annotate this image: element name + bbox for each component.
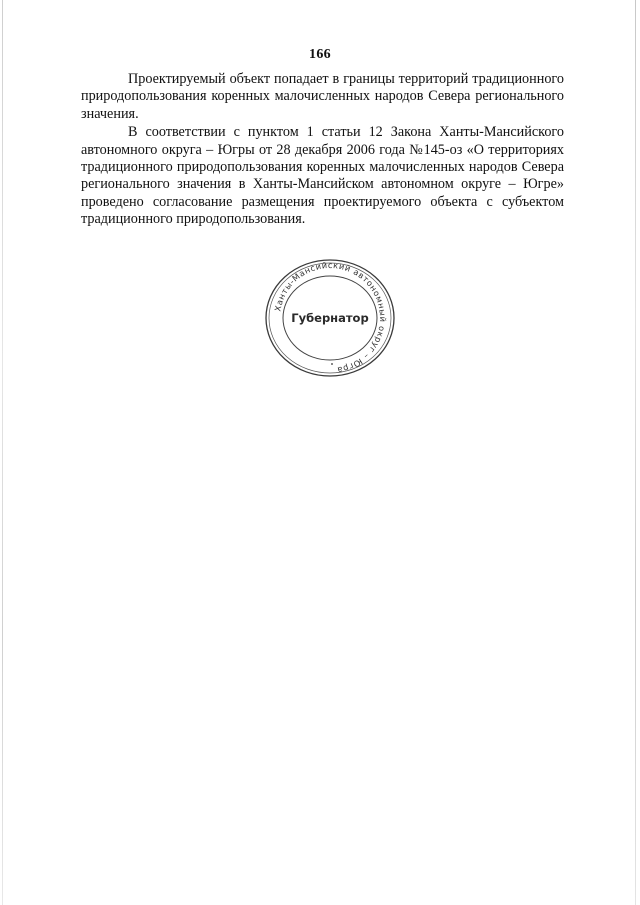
paragraph-approval: В соответствии с пунктом 1 статьи 12 Закона Ханты-Мансийского автономного округа – Югры от 28 декабря 2006 года №145-оз «О территориях традиционного природопользования коренных малочисленных народов Севера регионального значения в Ханты-Мансийском автономном округе – Югре» проведено согласование размещения проектируемого объекта с субъектом традиционного природопользования. <box>81 124 564 228</box>
stamp-center-text: Губернатор <box>291 311 369 325</box>
scan-edge-left <box>2 0 3 905</box>
stamp-ring-text: Ханты-Мансийский автономный округ – Югра <box>272 259 389 376</box>
governor-stamp <box>262 256 398 380</box>
page-number: 166 <box>309 47 331 62</box>
scan-edge-right <box>635 0 636 905</box>
paragraph-project-location: Проектируемый объект попадает в границы территорий традиционного природопользования коренных малочисленных народов Севера регионального значения. <box>81 71 564 122</box>
stamp-seal-graphic <box>262 256 398 380</box>
document-body <box>81 71 564 229</box>
